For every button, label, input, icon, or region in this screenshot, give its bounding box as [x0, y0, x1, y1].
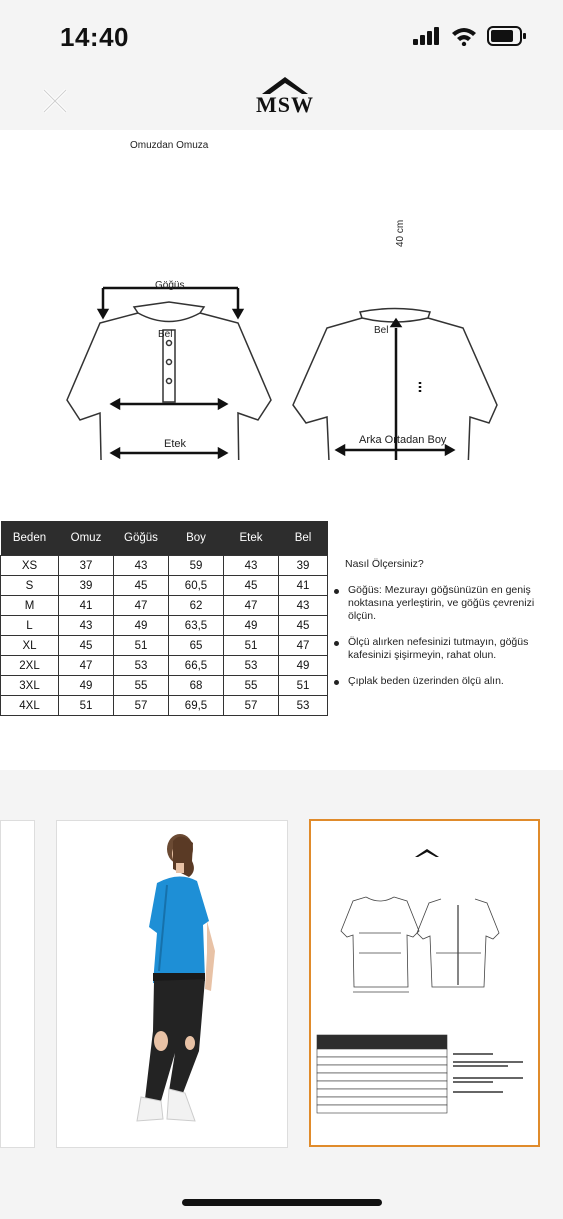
table-cell: XS [1, 556, 59, 576]
header-cell: Beden [1, 521, 59, 556]
table-cell: 53 [224, 656, 279, 676]
instructions-title: Nasıl Ölçersiniz? [345, 558, 424, 570]
header-cell: Boy [169, 521, 224, 556]
instruction-item: Ölçü alırken nefesinizi tutmayın, göğüs kafesinizi şişirmeyin, rahat olun. [334, 636, 563, 662]
chest-label: Göğüs [155, 280, 185, 291]
table-cell: 55 [224, 676, 279, 696]
hem-label: Etek [164, 438, 187, 450]
table-cell: 55 [114, 676, 169, 696]
status-time: 14:40 [60, 22, 129, 52]
table-cell: 62 [169, 596, 224, 616]
table-cell: 57 [114, 696, 169, 716]
shirt-diagram [0, 130, 563, 460]
table-cell: 51 [114, 636, 169, 656]
header-cell: Bel [279, 521, 328, 556]
instruction-item: Çıplak beden üzerinden ölçü alın. [334, 675, 563, 688]
size-table-header [1, 521, 328, 556]
instruction-item: Göğüs: Mezurayı göğsünüzün en geniş noktasına yerleştirin, ve göğüs çevrenizi ölçün. [334, 584, 563, 623]
brand-logo-text: MSW [256, 92, 314, 117]
battery-icon [487, 26, 527, 46]
table-cell: 45 [224, 576, 279, 596]
table-cell: 49 [224, 616, 279, 636]
table-cell: 2XL [1, 656, 59, 676]
header-cell: Etek [224, 521, 279, 556]
table-cell: 69,5 [169, 696, 224, 716]
thumbnail-size-chart[interactable] [309, 819, 540, 1147]
table-cell: 57 [224, 696, 279, 716]
table-cell: 66,5 [169, 656, 224, 676]
table-cell: S [1, 576, 59, 596]
table-cell: 41 [59, 596, 114, 616]
size-chart-thumbnail-image [311, 821, 538, 1145]
table-cell: 3XL [1, 676, 59, 696]
table-cell: 47 [279, 636, 328, 656]
header-cell: Omuz [59, 521, 114, 556]
model-photo-image [57, 821, 287, 1147]
back-caption: Arka Ortadan Boy [359, 434, 447, 446]
table-cell: 47 [224, 596, 279, 616]
table-cell: 45 [114, 576, 169, 596]
table-cell: 47 [114, 596, 169, 616]
front-shirt-drawing [67, 302, 271, 460]
table-cell: 65 [169, 636, 224, 656]
front-waist-label: Bel [158, 329, 173, 340]
table-cell: 51 [59, 696, 114, 716]
table-row [1, 576, 328, 596]
table-row [1, 696, 328, 716]
table-cell: 59 [169, 556, 224, 576]
table-cell: 53 [279, 696, 328, 716]
thumbnail-previous[interactable] [0, 820, 35, 1148]
table-row [1, 676, 328, 696]
table-cell: 49 [114, 616, 169, 636]
status-bar [0, 0, 563, 70]
front-measure-lines [98, 288, 244, 460]
table-cell: M [1, 596, 59, 616]
table-cell: 43 [59, 616, 114, 636]
table-cell: 45 [59, 636, 114, 656]
signal-icon [413, 27, 441, 45]
table-cell: 53 [114, 656, 169, 676]
table-cell: 51 [224, 636, 279, 656]
table-cell: 39 [279, 556, 328, 576]
table-row [1, 556, 328, 576]
table-cell: 63,5 [169, 616, 224, 636]
table-cell: L [1, 616, 59, 636]
length-value-label: 40 cm [395, 219, 406, 247]
table-cell: 47 [59, 656, 114, 676]
home-indicator[interactable] [182, 1199, 382, 1206]
size-table [0, 521, 328, 716]
wifi-icon [451, 27, 477, 46]
table-cell: 41 [279, 576, 328, 596]
header-cell: Göğüs [114, 521, 169, 556]
table-row [1, 636, 328, 656]
table-cell: 49 [59, 676, 114, 696]
close-icon[interactable] [38, 84, 72, 118]
table-cell: 51 [279, 676, 328, 696]
table-cell: 4XL [1, 696, 59, 716]
thumbnail-model-photo[interactable] [56, 820, 288, 1148]
status-icons [413, 26, 527, 46]
table-cell: 45 [279, 616, 328, 636]
table-cell: 43 [279, 596, 328, 616]
table-cell: 39 [59, 576, 114, 596]
table-cell: 43 [224, 556, 279, 576]
shoulder-label: Omuzdan Omuza [130, 140, 209, 151]
table-row [1, 656, 328, 676]
table-cell: XL [1, 636, 59, 656]
table-cell: 43 [114, 556, 169, 576]
table-cell: 49 [279, 656, 328, 676]
table-row [1, 616, 328, 636]
table-cell: 68 [169, 676, 224, 696]
back-waist-label: Bel [374, 325, 389, 336]
table-row [1, 596, 328, 616]
table-cell: 60,5 [169, 576, 224, 596]
table-cell: 37 [59, 556, 114, 576]
measuring-instructions [334, 558, 563, 701]
